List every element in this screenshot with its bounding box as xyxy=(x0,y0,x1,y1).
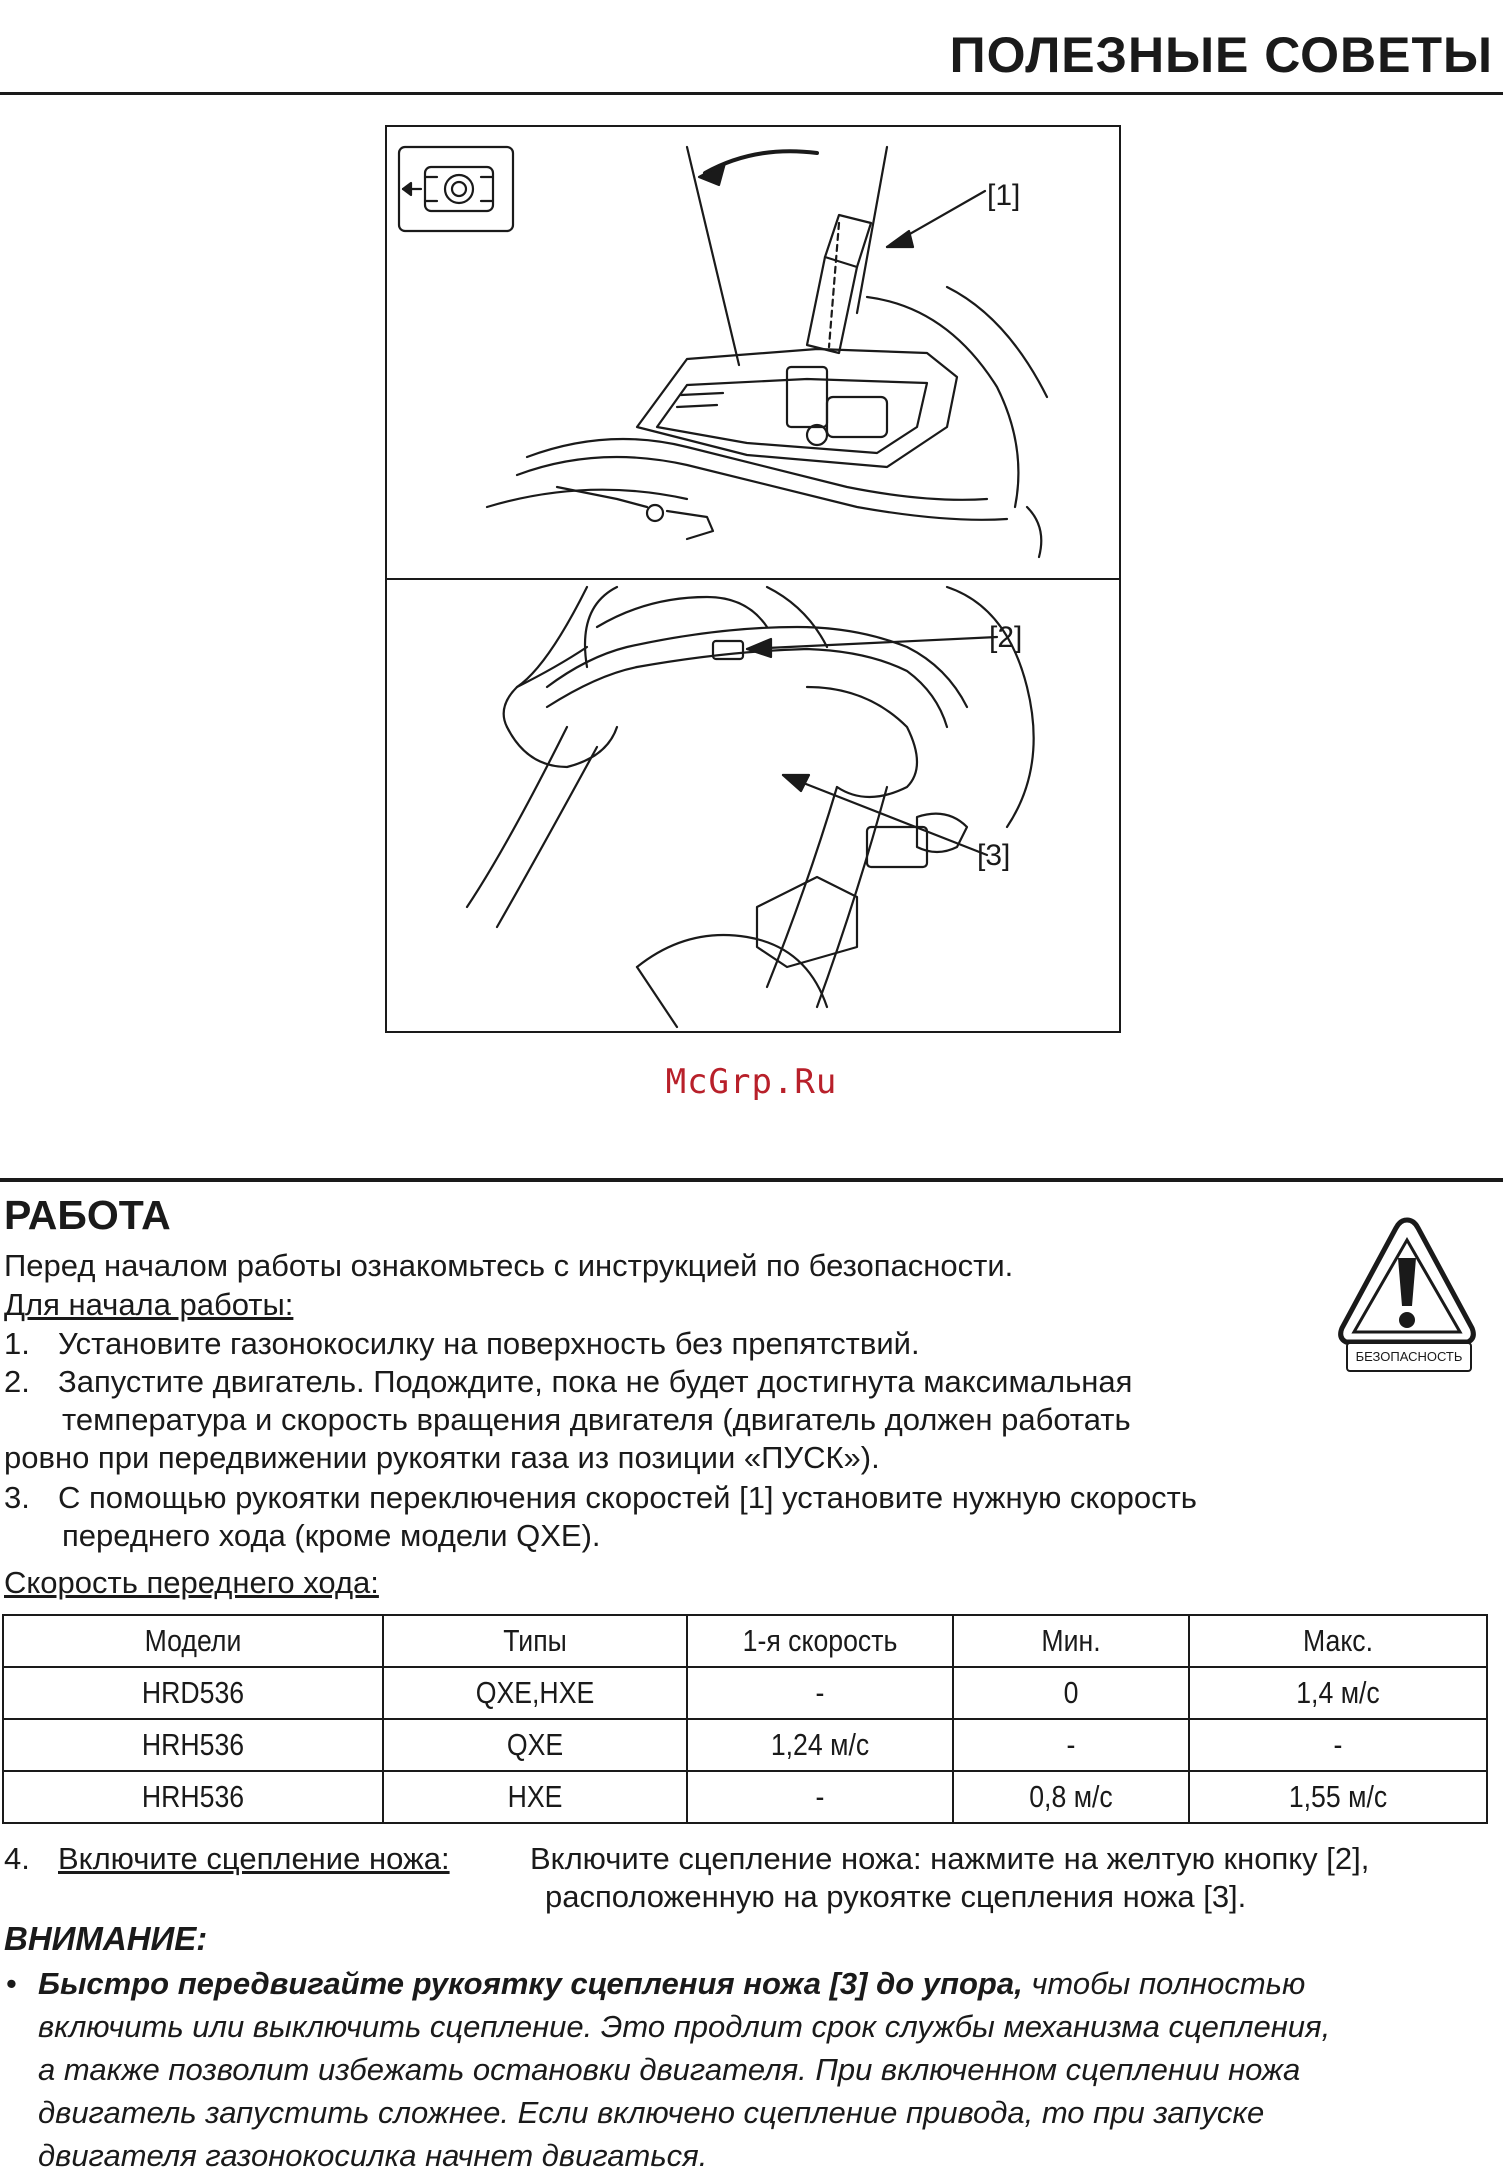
col-first-speed: 1-я скорость xyxy=(706,1615,935,1667)
table-row xyxy=(3,1667,1487,1719)
table-cell: 0 xyxy=(970,1667,1173,1719)
table-cell: 0,8 м/с xyxy=(970,1771,1173,1823)
table-cell: HRH536 xyxy=(30,1771,357,1823)
table-cell: 1,55 м/с xyxy=(1210,1771,1466,1823)
step-2-line-1: Запустите двигатель. Подождите, пока не будет достигнута максимальная xyxy=(58,1364,1133,1399)
attention-line-1 xyxy=(38,1962,1305,2005)
table-cell: HRD536 xyxy=(30,1667,357,1719)
section-divider xyxy=(0,1178,1503,1182)
callout-2-label: [2] xyxy=(989,621,1023,654)
col-types: Типы xyxy=(404,1615,665,1667)
callout-1-label: [1] xyxy=(987,179,1021,212)
col-models: Модели xyxy=(30,1615,357,1667)
callout-3-label: [3] xyxy=(977,839,1011,872)
step-3-line-1: С помощью рукоятки переключения скоростей [1] установите нужную скорость xyxy=(58,1480,1197,1515)
step-2-number: 2. xyxy=(4,1364,30,1399)
attention-line-2: включить или выключить сцепление. Это продлит срок службы механизма сцепления, xyxy=(38,2009,1331,2044)
bullet-marker: • xyxy=(6,1966,17,2001)
attention-heading: ВНИМАНИЕ: xyxy=(4,1920,208,1957)
table-cell: 1,4 м/с xyxy=(1210,1667,1466,1719)
attention-line-5: двигателя газонокосилка начнет двигаться. xyxy=(38,2138,708,2173)
attention-line-3: а также позволит избежать остановки двигателя. При включенном сцеплении ножа xyxy=(38,2052,1301,2087)
table-cell: - xyxy=(970,1719,1173,1771)
page-header xyxy=(0,0,1503,95)
self-propel-icon xyxy=(399,147,513,231)
step-1-text: Установите газонокосилку на поверхность без препятствий. xyxy=(58,1326,920,1361)
table-cell: QXE,HXE xyxy=(404,1667,665,1719)
table-row xyxy=(3,1771,1487,1823)
table-row xyxy=(3,1719,1487,1771)
step-4-number: 4. xyxy=(4,1841,30,1876)
table-cell: HXE xyxy=(404,1771,665,1823)
page-title: ПОЛЕЗНЫЕ СОВЕТЫ xyxy=(949,27,1493,83)
safety-badge: БЕЗОПАСНОСТЬ xyxy=(1346,1342,1472,1372)
table-cell: - xyxy=(706,1771,935,1823)
step-3-line-2: переднего хода (кроме модели QXE). xyxy=(62,1518,601,1553)
speed-table xyxy=(2,1614,1488,1824)
step-2-line-3: ровно при передвижении рукоятки газа из позиции «ПУСК»). xyxy=(4,1440,880,1475)
step-1-number: 1. xyxy=(4,1326,30,1361)
table-cell: 1,24 м/с xyxy=(706,1719,935,1771)
col-min: Мин. xyxy=(970,1615,1173,1667)
start-subheading: Для начала работы: xyxy=(4,1287,294,1322)
illustration-figure xyxy=(385,125,1121,1033)
step-3-number: 3. xyxy=(4,1480,30,1515)
table-cell: - xyxy=(706,1667,935,1719)
attention-line-4: двигатель запустить сложнее. Если включено сцепление привода, то при запуске xyxy=(38,2095,1265,2130)
step-4-text-line-2: расположенную на рукоятке сцепления ножа [3]. xyxy=(545,1879,1247,1914)
step-4-label: Включите сцепление ножа: xyxy=(58,1841,450,1876)
watermark-text: McGrp.Ru xyxy=(665,1062,838,1102)
attention-bold-text: Быстро передвигайте рукоятку сцепления ножа [3] до упора, xyxy=(38,1966,1023,2001)
section-title: РАБОТА xyxy=(4,1192,171,1238)
speed-subheading: Скорость переднего хода: xyxy=(4,1565,379,1600)
table-cell: HRH536 xyxy=(30,1719,357,1771)
col-max: Макс. xyxy=(1210,1615,1466,1667)
step-2-line-2: температура и скорость вращения двигателя (двигатель должен работать xyxy=(62,1402,1131,1437)
table-cell: - xyxy=(1210,1719,1466,1771)
step-4-text-line-1: Включите сцепление ножа: нажмите на желтую кнопку [2], xyxy=(530,1841,1370,1876)
intro-paragraph: Перед началом работы ознакомьтесь с инструкцией по безопасности. xyxy=(4,1248,1014,1283)
table-header-row xyxy=(3,1615,1487,1667)
table-cell: QXE xyxy=(404,1719,665,1771)
attention-line-1-rest: чтобы полностью xyxy=(1022,1966,1306,2001)
mower-controls-illustration xyxy=(387,127,1119,1031)
